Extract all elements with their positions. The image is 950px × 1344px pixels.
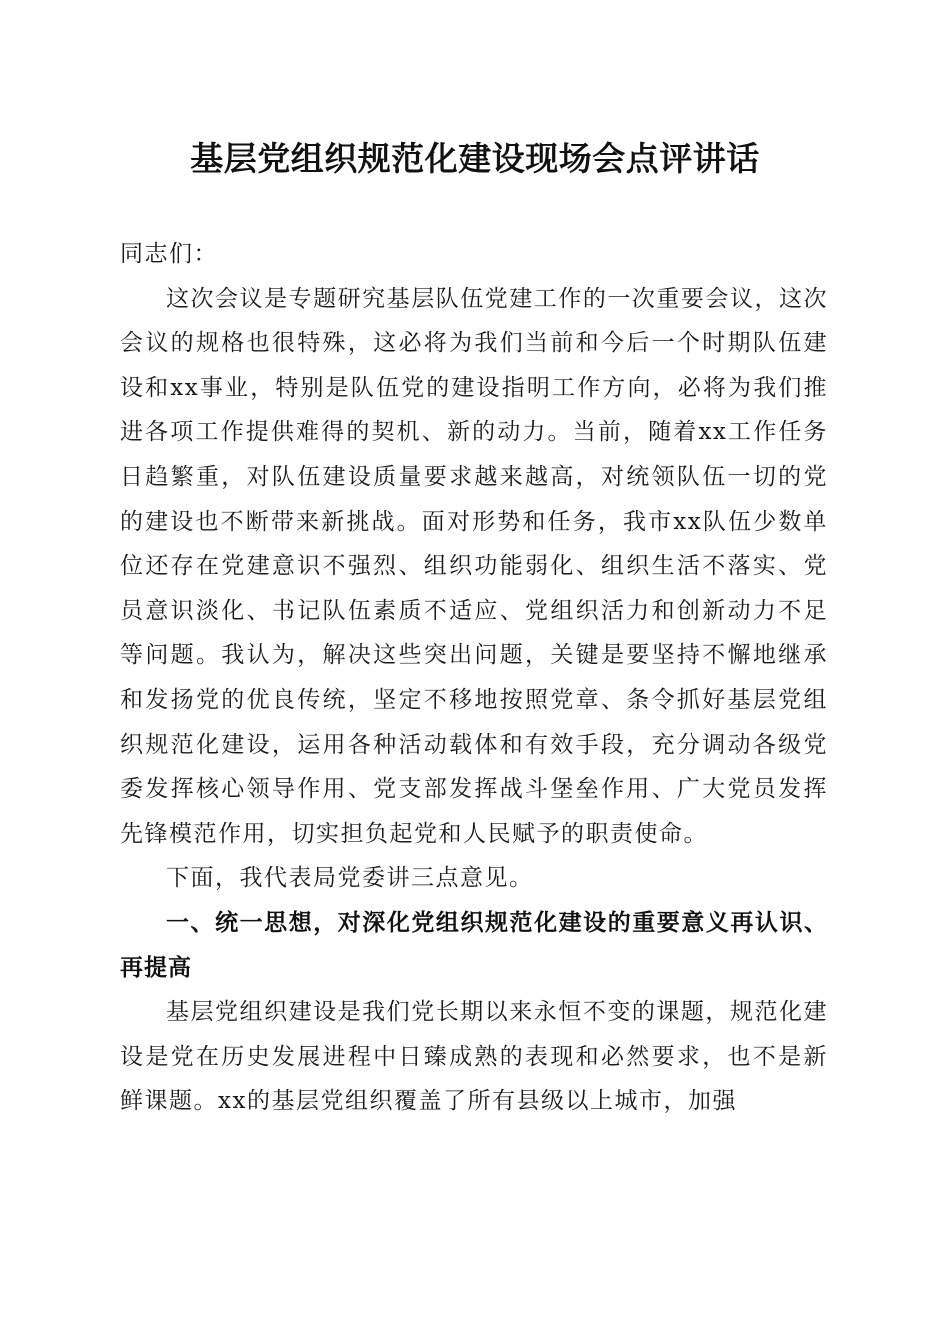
paragraph-intro: 这次会议是专题研究基层队伍党建工作的一次重要会议，这次会议的规格也很特殊，这必将为我们当前和今后一个时期队伍建设和xx事业，特别是队伍党的建设指明工作方向，必将为我们推进各项工作提供难得的契机、新的动力。当前，随着xx工作任务日趋繁重，对队伍建设质量要求越来越高，对统领队伍一切的党的建设也不断带来新挑战。面对形势和任务，我市xx队伍少数单位还存在党建意识不强烈、组织功能弱化、组织生活不落实、党员意识淡化、书记队伍素质不适应、党组织活力和创新动力不足等问题。我认为，解决这些突出问题，关键是要坚持不懈地继承和发扬党的优良传统，坚定不移地按照党章、条令抓好基层党组织规范化建设，运用各种活动载体和有效手段，充分调动各级党委发挥核心领导作用、党支部发挥战斗堡垒作用、广大党员发挥先锋模范作用，切实担负起党和人民赋予的职责使命。 [120,285,828,847]
document-body [120,232,828,1124]
paragraph-section-1: 基层党组织建设是我们党长期以来永恒不变的课题，规范化建设是党在历史发展进程中日臻成熟的表现和必然要求，也不是新鲜课题。xx的基层党组织覆盖了所有县级以上城市，加强 [120,999,828,1115]
document-title: 基层党组织规范化建设现场会点评讲话 [190,139,760,178]
salutation: 同志们： [120,241,218,267]
section-heading-1: 一、统一思想，对深化党组织规范化建设的重要意义再认识、再提高 [120,909,828,981]
paragraph-transition: 下面，我代表局党委讲三点意见。 [166,865,534,892]
